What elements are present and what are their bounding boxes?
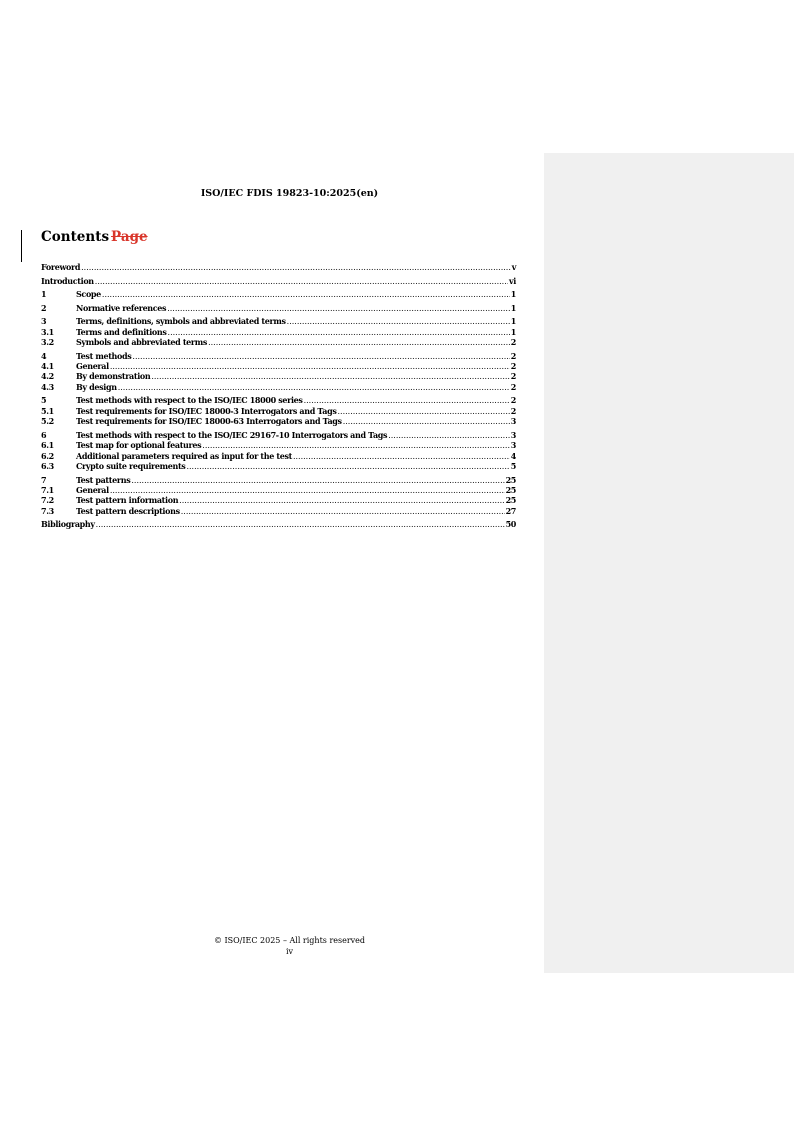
document-header: ISO/IEC FDIS 19823-10:2025(en) — [200, 188, 379, 199]
toc-entry-title: Symbols and abbreviated terms — [76, 337, 208, 348]
toc-entry[interactable] — [41, 262, 516, 272]
toc-dot-leader — [110, 362, 510, 372]
toc-entry[interactable] — [41, 303, 516, 313]
toc-entry-page: 2 — [510, 361, 516, 372]
toc-entry-number: 6.2 — [41, 450, 54, 461]
contents-title-text: Contents — [41, 229, 110, 245]
toc-entry-title: Introduction — [41, 275, 94, 286]
toc-dot-leader — [102, 290, 510, 300]
toc-entry-number: 7.3 — [41, 505, 54, 516]
toc-entry-number: 3.1 — [41, 326, 54, 337]
toc-entry-page: 3 — [510, 440, 516, 451]
toc-entry[interactable] — [41, 406, 516, 416]
toc-entry[interactable] — [41, 506, 516, 516]
toc-entry-page: 1 — [510, 326, 516, 337]
toc-dot-leader — [181, 507, 505, 517]
toc-entry[interactable] — [41, 337, 516, 347]
toc-dot-leader — [96, 520, 505, 530]
toc-entry-title: Foreword — [41, 262, 81, 272]
toc-entry-page: 2 — [510, 405, 516, 416]
toc-entry[interactable] — [41, 519, 516, 529]
toc-entry-page: 2 — [510, 395, 516, 406]
toc-entry[interactable] — [41, 371, 516, 381]
toc-dot-leader — [293, 452, 510, 462]
page-number: iv — [285, 947, 294, 956]
toc-entry-number: 5.2 — [41, 416, 54, 427]
toc-entry-title: Test requirements for ISO/IEC 18000-63 Interrogators and Tags — [76, 416, 342, 427]
toc-entry-number: 4.1 — [41, 361, 54, 372]
toc-dot-leader — [131, 476, 504, 486]
toc-entry-page: 25 — [505, 484, 516, 495]
toc-dot-leader — [118, 383, 510, 393]
toc-entry-page: 25 — [505, 495, 516, 506]
page-footer — [41, 935, 538, 957]
toc-entry-page: vi — [509, 275, 516, 286]
toc-entry-title: Test pattern information — [76, 495, 179, 506]
toc-entry-number: 6 — [41, 429, 47, 440]
toc-entry-number: 7.1 — [41, 484, 54, 495]
toc-dot-leader — [343, 417, 510, 427]
toc-entry[interactable] — [41, 485, 516, 495]
toc-entry-number: 4.2 — [41, 371, 54, 382]
toc-entry-title: Test pattern descriptions — [76, 505, 180, 516]
toc-entry-page: v — [511, 262, 516, 272]
toc-entry-title: Scope — [76, 289, 101, 300]
toc-dot-leader — [388, 431, 510, 441]
toc-entry-number: 5 — [41, 395, 47, 406]
toc-entry-page: 1 — [510, 289, 516, 300]
toc-entry-page: 27 — [505, 505, 516, 516]
toc-entry-title: General — [76, 361, 109, 372]
toc-dot-leader — [186, 462, 509, 472]
toc-dot-leader — [167, 304, 510, 314]
toc-dot-leader — [208, 338, 510, 348]
toc-entry[interactable] — [41, 495, 516, 505]
deleted-page-label: Page — [111, 229, 148, 245]
table-of-contents — [41, 262, 516, 530]
toc-entry-number: 3.2 — [41, 337, 54, 348]
toc-entry-title: By demonstration — [76, 371, 151, 382]
toc-entry[interactable] — [41, 327, 516, 337]
toc-entry-number: 3 — [41, 316, 47, 327]
toc-entry[interactable] — [41, 451, 516, 461]
comment-pane — [544, 153, 794, 973]
toc-dot-leader — [168, 328, 510, 338]
toc-entry-page: 1 — [510, 302, 516, 313]
toc-entry-title: Test map for optional features — [76, 440, 202, 451]
toc-entry-page: 2 — [510, 337, 516, 348]
toc-entry-page: 1 — [510, 316, 516, 327]
toc-dot-leader — [95, 277, 508, 287]
toc-dot-leader — [337, 407, 509, 417]
toc-dot-leader — [179, 496, 504, 506]
change-bar — [21, 230, 22, 262]
toc-entry-title: Terms and definitions — [76, 326, 167, 337]
toc-entry-title: Terms, definitions, symbols and abbreviated terms — [76, 316, 286, 327]
toc-entry[interactable] — [41, 361, 516, 371]
toc-entry-number: 5.1 — [41, 405, 54, 416]
toc-entry-title: Test patterns — [76, 474, 131, 485]
toc-entry-title: Crypto suite requirements — [76, 460, 186, 471]
toc-entry-page: 25 — [505, 474, 516, 485]
toc-entry-page: 2 — [510, 381, 516, 392]
toc-entry[interactable] — [41, 416, 516, 426]
toc-entry-page: 2 — [510, 350, 516, 361]
toc-entry-number: 7.2 — [41, 495, 54, 506]
toc-entry-page: 2 — [510, 371, 516, 382]
contents-heading — [41, 229, 148, 245]
toc-entry-number: 4 — [41, 350, 47, 361]
toc-dot-leader — [81, 263, 511, 273]
toc-entry-page: 4 — [510, 450, 516, 461]
toc-entry-page: 50 — [505, 519, 516, 530]
toc-entry[interactable] — [41, 461, 516, 471]
toc-entry-page: 3 — [510, 429, 516, 440]
toc-entry-title: Test requirements for ISO/IEC 18000-3 Interrogators and Tags — [76, 405, 337, 416]
toc-entry-title: Normative references — [76, 302, 167, 313]
toc-entry[interactable] — [41, 289, 516, 299]
toc-entry[interactable] — [41, 475, 516, 485]
toc-entry[interactable] — [41, 351, 516, 361]
toc-entry-title: Test methods with respect to the ISO/IEC 18000 series — [76, 395, 303, 406]
toc-entry-number: 6.3 — [41, 460, 54, 471]
toc-entry-title: Test methods — [76, 350, 132, 361]
toc-entry-title: By design — [76, 381, 117, 392]
toc-entry[interactable] — [41, 316, 516, 326]
toc-entry-page: 3 — [510, 416, 516, 427]
toc-dot-leader — [287, 317, 510, 327]
toc-entry[interactable] — [41, 440, 516, 450]
toc-entry-title: Bibliography — [41, 519, 95, 530]
toc-entry[interactable] — [41, 395, 516, 405]
toc-entry[interactable] — [41, 276, 516, 286]
toc-entry-number: 7 — [41, 474, 47, 485]
toc-entry-page: 5 — [510, 460, 516, 471]
toc-entry-number: 2 — [41, 302, 47, 313]
toc-entry-title: Test methods with respect to the ISO/IEC 29167-10 Interrogators and Tags — [76, 429, 388, 440]
toc-entry-number: 4.3 — [41, 381, 54, 392]
toc-entry-title: General — [76, 484, 109, 495]
toc-dot-leader — [132, 352, 509, 362]
toc-entry-title: Additional parameters required as input for the test — [76, 450, 292, 461]
toc-dot-leader — [151, 372, 509, 382]
toc-entry-number: 6.1 — [41, 440, 54, 451]
toc-entry[interactable] — [41, 382, 516, 392]
toc-entry[interactable] — [41, 430, 516, 440]
copyright-notice: © ISO/IEC 2025 – All rights reserved — [213, 936, 366, 945]
toc-entry-number: 1 — [41, 289, 47, 300]
